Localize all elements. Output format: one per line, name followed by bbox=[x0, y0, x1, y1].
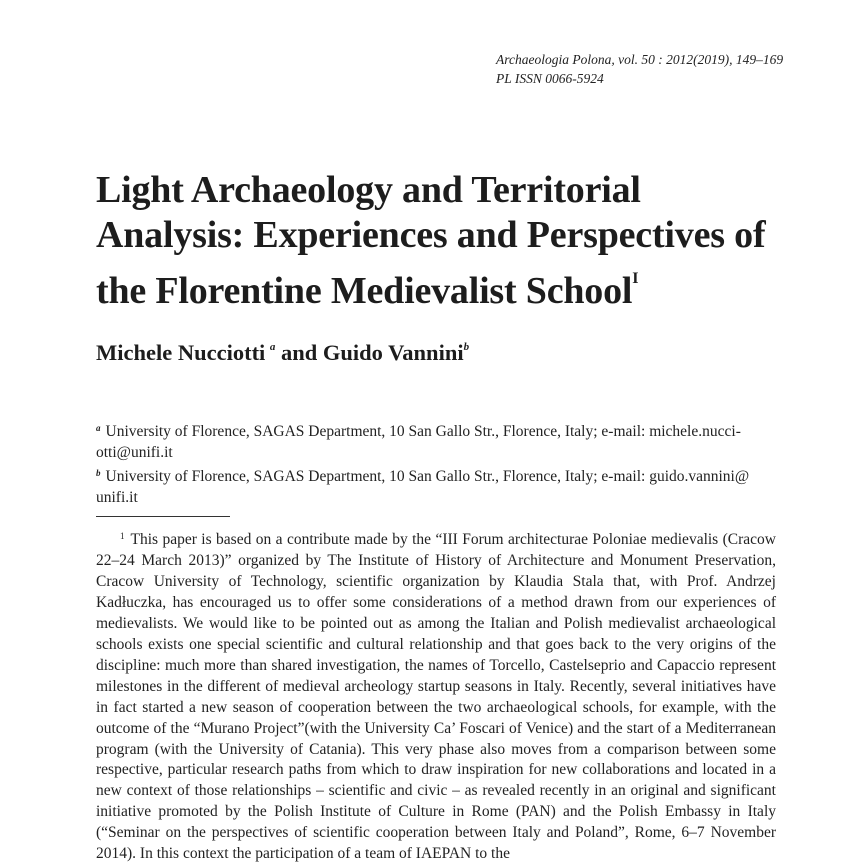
title-line-3-text: the Florentine Medievalist School bbox=[96, 270, 633, 312]
footnote-1-mark: 1 bbox=[120, 531, 125, 541]
author-conjunction: and bbox=[275, 340, 323, 365]
author-name-2: Guido Vannini bbox=[322, 340, 464, 365]
footnote-1-text: This paper is based on a contribute made by the “III Forum architecturae Poloniae medievalis (Cracow 22–24 March 2013)” organized by The Institute of History of Architecture and Monument Preservation, Cracow University of Technology, scientific organization by Klaudia Stala that, with Prof. Andrzej Kadłuczka, has encouraged us to offer some considerations of a method drawn from our experiences of medievalists. We would like to be pointed out as among the Italian and Polish medievalist archaeological schools exists one special scientific and cultural relationship and that goes back to the very origins of the discipline: much more than shared investigation, the names of Torcello, Castelseprio and Capaccio represent milestones in the different of medieval archeology startup seasons in Italy. Recently, several initiatives have in fact started a new season of cooperation between the two archaeological schools, for example, with the outcome of the “Murano Project”(with the University Ca’ Foscari of Venice) and the start of a Mediterranean program (with the University of Catania). This very phase also moves from a comparison between some respective, particular research paths from which to draw inspiration for new collaborations and located in a new context of those relationships – scientific and civic – as revealed recently in an original and significant initiative promoted by the Polish Institute of Culture in Rome (PAN) and the Polish Embassy in Italy (“Seminar on the perspectives of scientific cooperation between Italy and Poland”, Rome, 6–7 November 2014). In this context the participation of a team of IAEPAN to the bbox=[96, 531, 776, 863]
affiliation-b bbox=[96, 463, 776, 508]
author-list bbox=[96, 340, 786, 366]
title-line-1: Light Archaeology and Territorial bbox=[96, 169, 641, 211]
footnote-1 bbox=[96, 526, 776, 865]
issn: PL ISSN 0066-5924 bbox=[496, 71, 604, 86]
title-line-2: Analysis: Experiences and Perspectives of bbox=[96, 213, 766, 256]
running-head bbox=[496, 50, 786, 88]
article-title bbox=[96, 168, 786, 314]
affiliations bbox=[96, 418, 776, 508]
footnote-separator bbox=[96, 516, 230, 517]
author-2-affiliation-mark: b bbox=[463, 341, 470, 353]
affiliation-a-mark: a bbox=[96, 423, 101, 433]
journal-citation: Archaeologia Polona, vol. 50 : 2012(2019), 149–169 bbox=[496, 52, 784, 67]
author-1-affiliation-mark: a bbox=[269, 341, 276, 353]
title-footnote-mark[interactable]: I bbox=[632, 270, 639, 287]
affiliation-a-text: University of Florence, SAGAS Department, 10 San Gallo Str., Florence, Italy; e-mail: michele.nucciotti@unifi.it bbox=[96, 423, 741, 461]
affiliation-a bbox=[96, 418, 776, 463]
affiliation-b-text: University of Florence, SAGAS Department, 10 San Gallo Str., Florence, Italy; e-mail: guido.vannini@​unifi.it bbox=[96, 468, 750, 506]
affiliation-b-mark: b bbox=[96, 468, 101, 478]
author-name-1: Michele Nucciotti bbox=[96, 340, 266, 365]
title-line-3 bbox=[96, 257, 786, 314]
